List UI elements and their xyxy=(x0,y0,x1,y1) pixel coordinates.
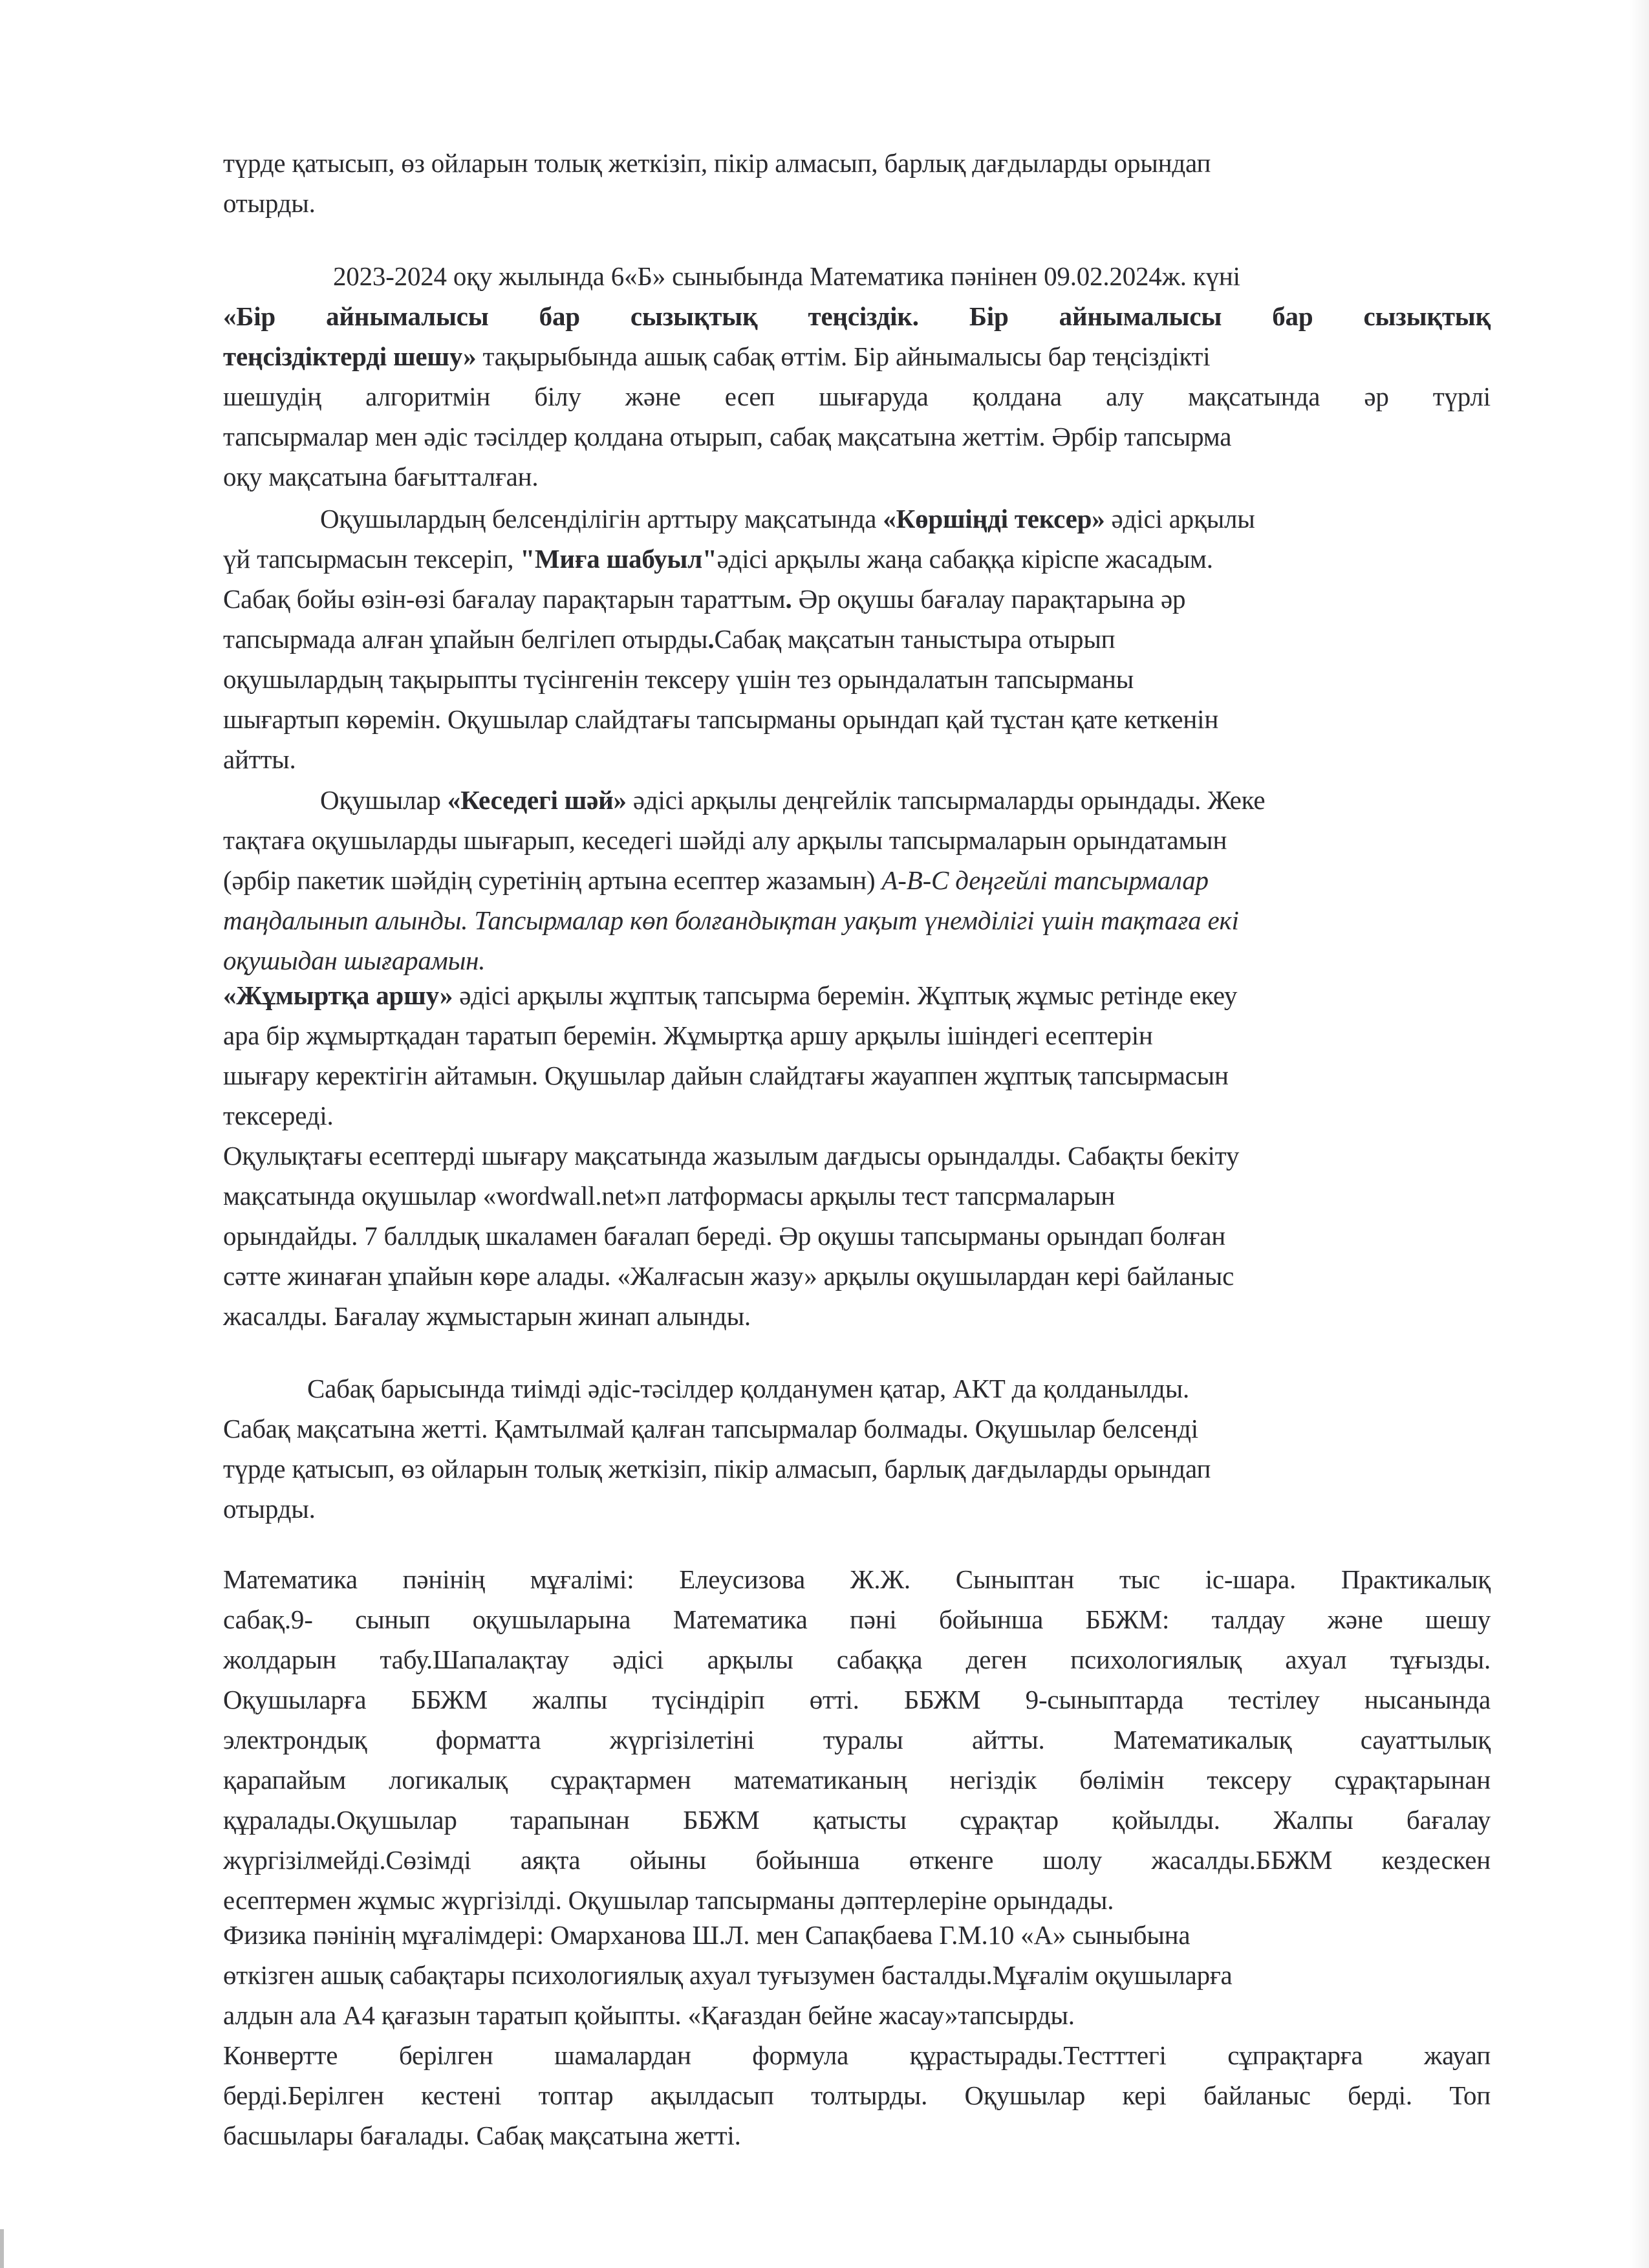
paragraph-line xyxy=(223,341,1210,372)
text-span: Сабақ бойы өзін-өзі бағалау парақтарын тараттым xyxy=(223,584,786,614)
text-span: тапсырмада алған ұпайын белгілеп отырды xyxy=(223,624,708,654)
paragraph-line: Математика пәнінің мұғалімі: Елеусизова Ж.Ж. Сыныптан тыс іс-шара. Практикалық xyxy=(223,1564,1491,1594)
paragraph-line: алдын ала А4 қағазын таратып қойыпты. «Қағаздан бейне жасау»тапсырды. xyxy=(223,2000,1075,2030)
paragraph-line: электрондық форматта жүргізілетіні туралы айтты. Математикалық сауаттылық xyxy=(223,1725,1491,1755)
method-name: «Кеседегі шәй» xyxy=(447,785,627,815)
paragraph-line: сәтте жинаған ұпайын көре алады. «Жалғасын жазу» арқылы оқушылардан кері байланыс xyxy=(223,1261,1234,1291)
paragraph-line: ара бір жұмыртқадан таратып беремін. Жұмыртқа аршу арқылы ішіндегі есептерін xyxy=(223,1021,1153,1050)
paragraph-line: жүргізілмейді.Сөзімді аяқта ойыны бойынша өткенге шолу жасалды.ББЖМ кездескен xyxy=(223,1845,1491,1875)
paragraph-line: есептермен жұмыс жүргізілді. Оқушылар тапсырманы дәптерлеріне орындады. xyxy=(223,1885,1114,1915)
paragraph-line: Сабақ барысында тиімді әдіс-тәсілдер қолданумен қатар, АКТ да қолданылды. xyxy=(307,1374,1190,1403)
text-span: . xyxy=(707,624,715,654)
text-span: әдісі арқылы жұптық тапсырма беремін. Жұптық жұмыс ретінде екеу xyxy=(453,980,1238,1010)
text-span: әдісі арқылы xyxy=(1105,504,1255,534)
method-name: "Миға шабуыл" xyxy=(520,544,717,574)
paragraph-line xyxy=(223,543,1213,574)
method-name: «Көршіңді тексер» xyxy=(883,504,1105,534)
text-span: Оқушылар xyxy=(320,785,447,815)
paragraph-line: Конвертте берілген шамалардан формула құрастырады.Тестттегі сұпрақтарға жауап xyxy=(223,2040,1491,2070)
italic-note: таңдалынып алынды. Тапсырмалар көп болғандықтан уақыт үнемділігі үшін тақтаға екі xyxy=(223,905,1239,935)
paragraph-line: отырды. xyxy=(223,1494,316,1524)
paragraph-line: шығару керектігін айтамын. Оқушылар дайын слайдтағы жауаппен жұптық тапсырмасын xyxy=(223,1061,1229,1090)
text-span: тақырыбында ашық сабақ өттім. Бір айнымалысы бар теңсіздікті xyxy=(476,341,1211,371)
paragraph-line: сабақ.9- сынып оқушыларына Математика пәні бойынша ББЖМ: талдау және шешу xyxy=(223,1604,1491,1634)
paragraph-line xyxy=(223,865,1209,896)
paragraph-line: Физика пәнінің мұғалімдері: Омарханова Ш.Л. мен Сапақбаева Г.М.10 «А» сыныбына xyxy=(223,1920,1191,1950)
text-span: Оқушылардың белсенділігін арттыру мақсатында xyxy=(320,504,883,534)
text-span: әдісі арқылы деңгейлік тапсырмаларды орындады. Жеке xyxy=(626,785,1266,815)
paragraph-line xyxy=(223,583,1185,614)
paragraph-line: мақсатында оқушылар «wordwall.net»п латформасы арқылы тест тапсрмаларын xyxy=(223,1181,1116,1211)
scan-edge-shadow xyxy=(1630,0,1649,2268)
paragraph-line: шешудің алгоритмін білу және есеп шығаруда қолдана алу мақсатында әр түрлі xyxy=(223,382,1491,411)
paragraph-line xyxy=(223,503,1255,534)
paragraph-line: айтты. xyxy=(223,744,296,774)
paragraph-line: түрде қатысып, өз ойларын толық жеткізіп, пікір алмасып, барлық дағдыларды орындап xyxy=(223,148,1211,178)
lesson-topic-title-end: теңсіздіктерді шешу» xyxy=(223,341,477,371)
paragraph-line: отырды. xyxy=(223,188,316,218)
paragraph-line xyxy=(223,623,1115,654)
paragraph-line: өткізген ашық сабақтары психологиялық ахуал туғызумен басталды.Мұғалім оқушыларға xyxy=(223,1960,1233,1990)
text-span: әдісі арқылы жаңа сабаққа кіріспе жасадым. xyxy=(717,544,1213,574)
paragraph-line: қарапайым логикалық сұрақтармен математиканың негіздік бөлімін тексеру сұрақтарынан xyxy=(223,1765,1491,1795)
paragraph-line: 2023-2024 оқу жылында 6«Б» сыныбында Математика пәнінен 09.02.2024ж. күні xyxy=(333,261,1240,291)
paragraph-line: түрде қатысып, өз ойларын толық жеткізіп, пікір алмасып, барлық дағдыларды орындап xyxy=(223,1454,1211,1484)
paragraph-line: Оқушыларға ББЖМ жалпы түсіндіріп өтті. ББЖМ 9-сыныптарда тестілеу нысанында xyxy=(223,1685,1491,1714)
paragraph-line xyxy=(223,980,1237,1011)
paragraph-line: тапсырмалар мен әдіс тәсілдер қолдана отырып, сабақ мақсатына жеттім. Әрбір тапсырма xyxy=(223,422,1232,451)
paragraph-line: орындайды. 7 баллдық шкаламен бағалап береді. Әр оқушы тапсырманы орындап болған xyxy=(223,1221,1225,1251)
paragraph-line: шығартып көремін. Оқушылар слайдтағы тапсырманы орындап қай тұстан қате кеткенін xyxy=(223,704,1219,734)
text-span: (әрбір пакетик шәйдің суретінің артына есептер жазамын) xyxy=(223,865,882,895)
lesson-topic-title: «Бір айнымалысы бар сызықтық теңсіздік. Бір айнымалысы бар сызықтық xyxy=(223,301,1491,331)
paragraph-line: оқу мақсатына бағытталған. xyxy=(223,462,539,491)
italic-note: оқушыдан шығарамын. xyxy=(223,945,486,975)
paragraph-line: оқушылардың тақырыпты түсінгенін тексеру үшін тез орындалатын тапсырманы xyxy=(223,664,1134,694)
paragraph-line: Сабақ мақсатына жетті. Қамтылмай қалған тапсырмалар болмады. Оқушылар белсенді xyxy=(223,1414,1198,1443)
text-span: Әр оқушы бағалау парақтарына әр xyxy=(792,584,1186,614)
paragraph-line: Оқулықтағы есептерді шығару мақсатында жазылым дағдысы орындалды. Сабақты бекіту xyxy=(223,1141,1240,1171)
paragraph-line: жолдарын табу.Шапалақтау әдісі арқылы сабаққа деген психологиялық ахуал тұғызды. xyxy=(223,1645,1491,1674)
paragraph-line: берді.Берілген кестені топтар ақылдасып толтырды. Оқушылар кері байланыс берді. Топ xyxy=(223,2080,1491,2110)
text-span: . xyxy=(785,584,792,614)
text-span: Сабақ мақсатын таныстыра отырып xyxy=(714,624,1116,654)
method-name: «Жұмыртқа аршу» xyxy=(223,980,453,1010)
paragraph-line: құралады.Оқушылар тарапынан ББЖМ қатысты сұрақтар қойылды. Жалпы бағалау xyxy=(223,1805,1491,1835)
text-span: үй тапсырмасын тексеріп, xyxy=(223,544,521,574)
paragraph-line: тексереді. xyxy=(223,1101,334,1130)
italic-note: А-В-С деңгейлі тапсырмалар xyxy=(881,865,1209,895)
paragraph-line xyxy=(223,784,1265,815)
paragraph-line: басшылары бағалады. Сабақ мақсатына жетті. xyxy=(223,2121,741,2150)
paragraph-line: тақтаға оқушыларды шығарып, кеседегі шәйді алу арқылы тапсырмаларын орындатамын xyxy=(223,825,1227,855)
scan-corner-mark xyxy=(0,2229,4,2268)
paragraph-line: жасалды. Бағалау жұмыстарын жинап алынды. xyxy=(223,1301,751,1331)
